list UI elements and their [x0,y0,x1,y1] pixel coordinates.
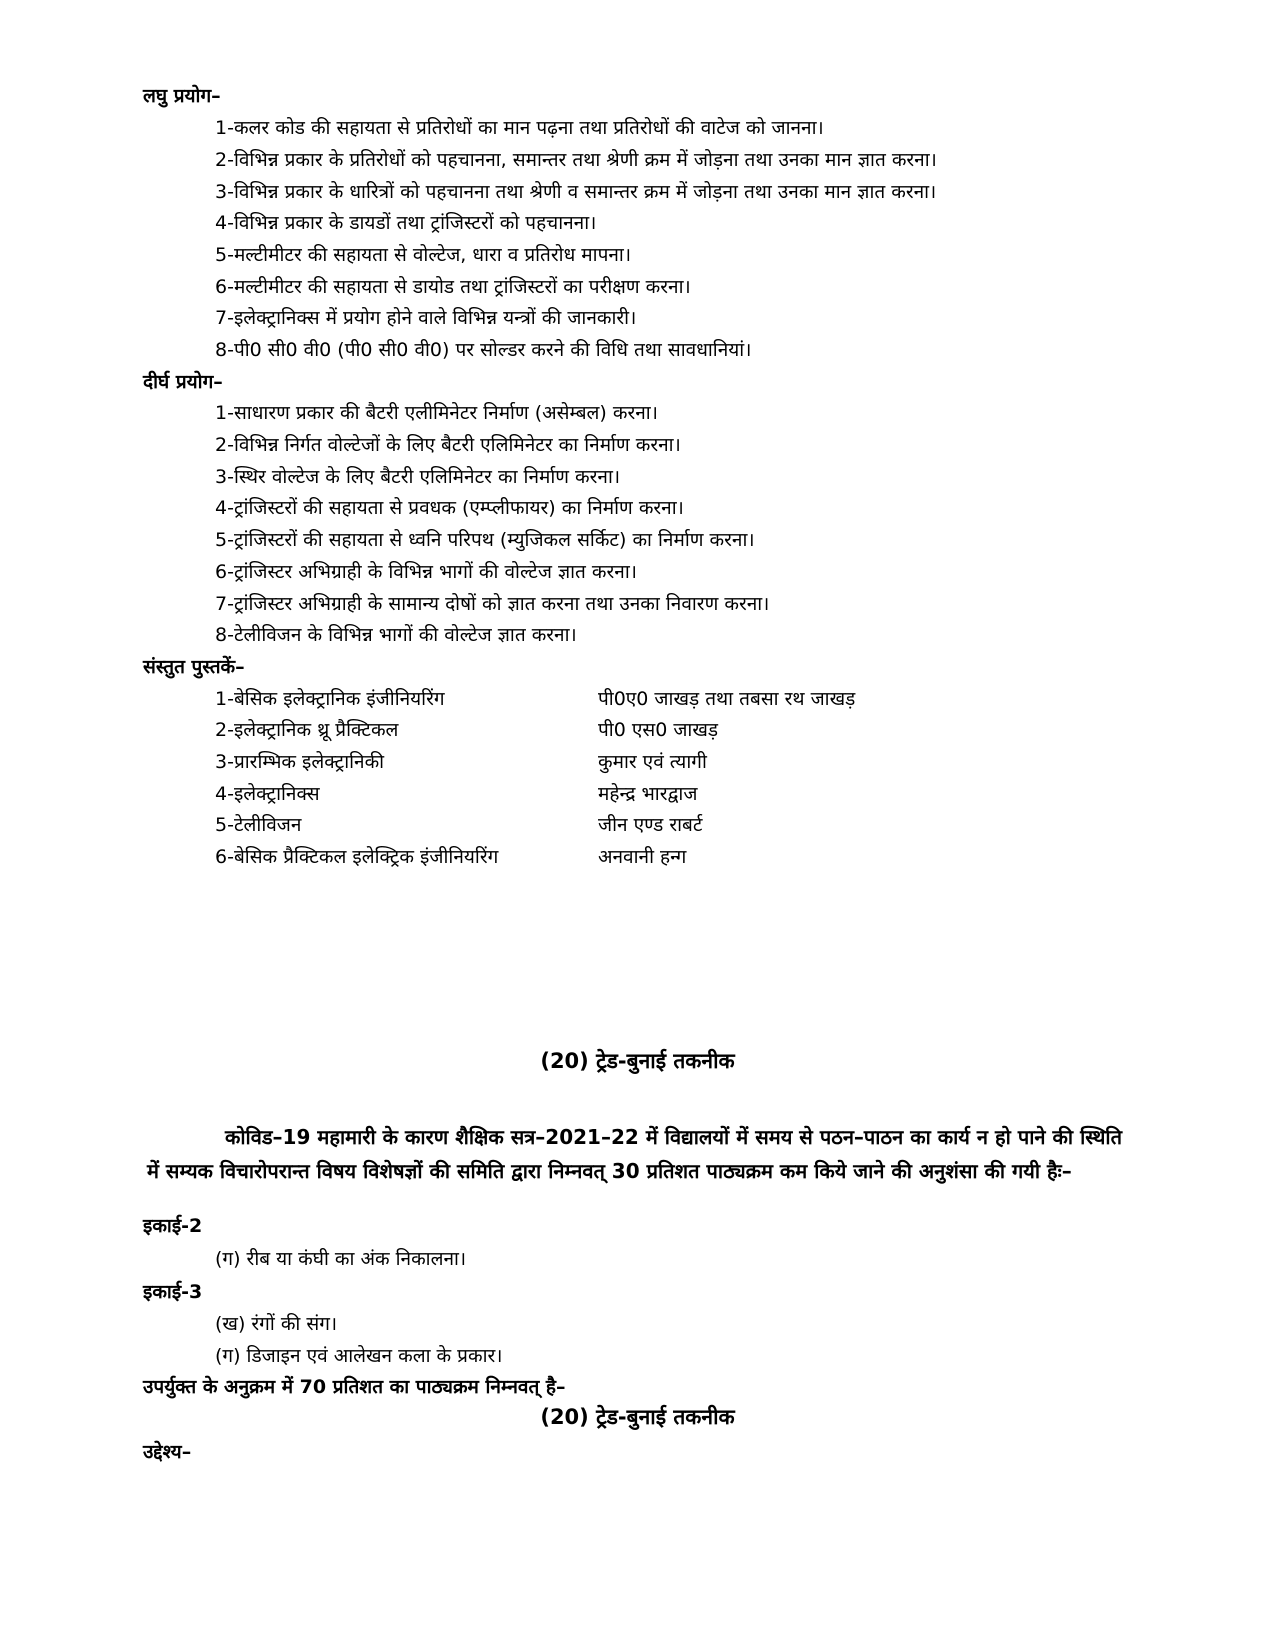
small-experiment-item: 1-कलर कोड की सहायता से प्रतिरोधों का मान पढ़ना तथा प्रतिरोधों की वाटेज को जानना। [215,117,824,139]
book-author: अनवानी हन्ग [598,846,687,868]
book-author: जीन एण्ड राबर्ट [598,814,703,836]
long-experiment-item: 5-ट्रांजिस्टरों की सहायता से ध्वनि परिपथ (म्युजिकल सर्किट) का निर्माण करना। [215,529,755,551]
long-experiment-item: 1-साधारण प्रकार की बैटरी एलीमिनेटर निर्माण (असेम्बल) करना। [215,402,658,424]
small-experiment-item: 4-विभिन्न प्रकार के डायडों तथा ट्रांजिस्टरों को पहचानना। [215,212,597,234]
small-experiment-item: 7-इलेक्ट्रानिक्स में प्रयोग होने वाले विभिन्न यन्त्रों की जानकारी। [215,307,637,329]
book-author: पी0ए0 जाखड़ तथा तबसा रथ जाखड़ [598,688,856,710]
long-experiment-item: 3-स्थिर वोल्टेज के लिए बैटरी एलिमिनेटर का निर्माण करना। [215,466,621,488]
books-heading: संस्तुत पुस्तकें– [143,656,245,678]
book-title: 6-बेसिक प्रैक्टिकल इलेक्ट्रिक इंजीनियरिंग [215,846,499,868]
small-experiment-item: 2-विभिन्न प्रकार के प्रतिरोधों को पहचानना, समान्तर तथा श्रेणी क्रम में जोड़ना तथा उनका मान ज्ञात करना। [215,149,937,171]
small-experiment-item: 8-पी0 सी0 वी0 (पी0 सी0 वी0) पर सोल्डर करने की विधि तथा सावधानियां। [215,339,752,361]
book-title: 1-बेसिक इलेक्ट्रानिक इंजीनियरिंग [215,688,445,710]
small-experiment-item: 3-विभिन्न प्रकार के धारित्रों को पहचानना तथा श्रेणी व समान्तर क्रम में जोड़ना तथा उनका मान ज्ञात करना। [215,181,937,203]
trade-title-2: (20) ट्रेड-बुनाई तकनीक [540,1405,735,1429]
book-author: महेन्द्र भारद्वाज [598,783,698,805]
unit3-item: (ग) डिजाइन एवं आलेखन कला के प्रकार। [215,1345,503,1367]
objective-heading: उद्देश्य– [143,1441,192,1463]
unit2-heading: इकाई-2 [143,1215,203,1237]
small-experiment-item: 6-मल्टीमीटर की सहायता से डायोड तथा ट्रांजिस्टरों का परीक्षण करना। [215,276,691,298]
unit2-item: (ग) रीब या कंघी का अंक निकालना। [215,1248,467,1270]
book-author: पी0 एस0 जाखड़ [598,719,719,741]
syllabus-note: उपर्युक्त के अनुक्रम में 70 प्रतिशत का पाठ्यक्रम निम्नवत् है– [143,1376,566,1398]
long-experiments-heading: दीर्घ प्रयोग– [143,371,223,393]
book-title: 2-इलेक्ट्रानिक थ्रू प्रैक्टिकल [215,719,399,741]
long-experiment-item: 2-विभिन्न निर्गत वोल्टेजों के लिए बैटरी एलिमिनेटर का निर्माण करना। [215,434,681,456]
small-experiment-item: 5-मल्टीमीटर की सहायता से वोल्टेज, धारा व प्रतिरोध मापना। [215,244,632,266]
book-title: 5-टेलीविजन [215,814,302,836]
book-author: कुमार एवं त्यागी [598,751,707,773]
long-experiment-item: 6-ट्रांजिस्टर अभिग्राही के विभिन्न भागों की वोल्टेज ज्ञात करना। [215,561,637,583]
covid-note-paragraph [147,1120,1122,1188]
covid-note-text: कोविड–19 महामारी के कारण शैक्षिक सत्र–2021–22 में विद्यालयों में समय से पठन–पाठन का कार्य न हो पाने की स्थिति में सम्यक विचारोपरान्त विषय विशेषज्ञों की समिति द्वारा निम्नवत् 30 प्रतिशत पाठ्यक्रम कम किये जाने की अनुशंसा की गयी हैः– [147,1125,1122,1183]
unit3-heading: इकाई-3 [143,1281,203,1303]
trade-title: (20) ट्रेड-बुनाई तकनीक [540,1049,735,1073]
unit3-item: (ख) रंगों की संग। [215,1313,338,1335]
small-experiments-heading: लघु प्रयोग– [143,85,221,107]
book-title: 4-इलेक्ट्रानिक्स [215,783,320,805]
long-experiment-item: 7-ट्रांजिस्टर अभिग्राही के सामान्य दोषों को ज्ञात करना तथा उनका निवारण करना। [215,593,770,615]
long-experiment-item: 8-टेलीविजन के विभिन्न भागों की वोल्टेज ज्ञात करना। [215,624,577,646]
long-experiment-item: 4-ट्रांजिस्टरों की सहायता से प्रवधक (एम्प्लीफायर) का निर्माण करना। [215,497,684,519]
book-title: 3-प्रारम्भिक इलेक्ट्रानिकी [215,751,385,773]
